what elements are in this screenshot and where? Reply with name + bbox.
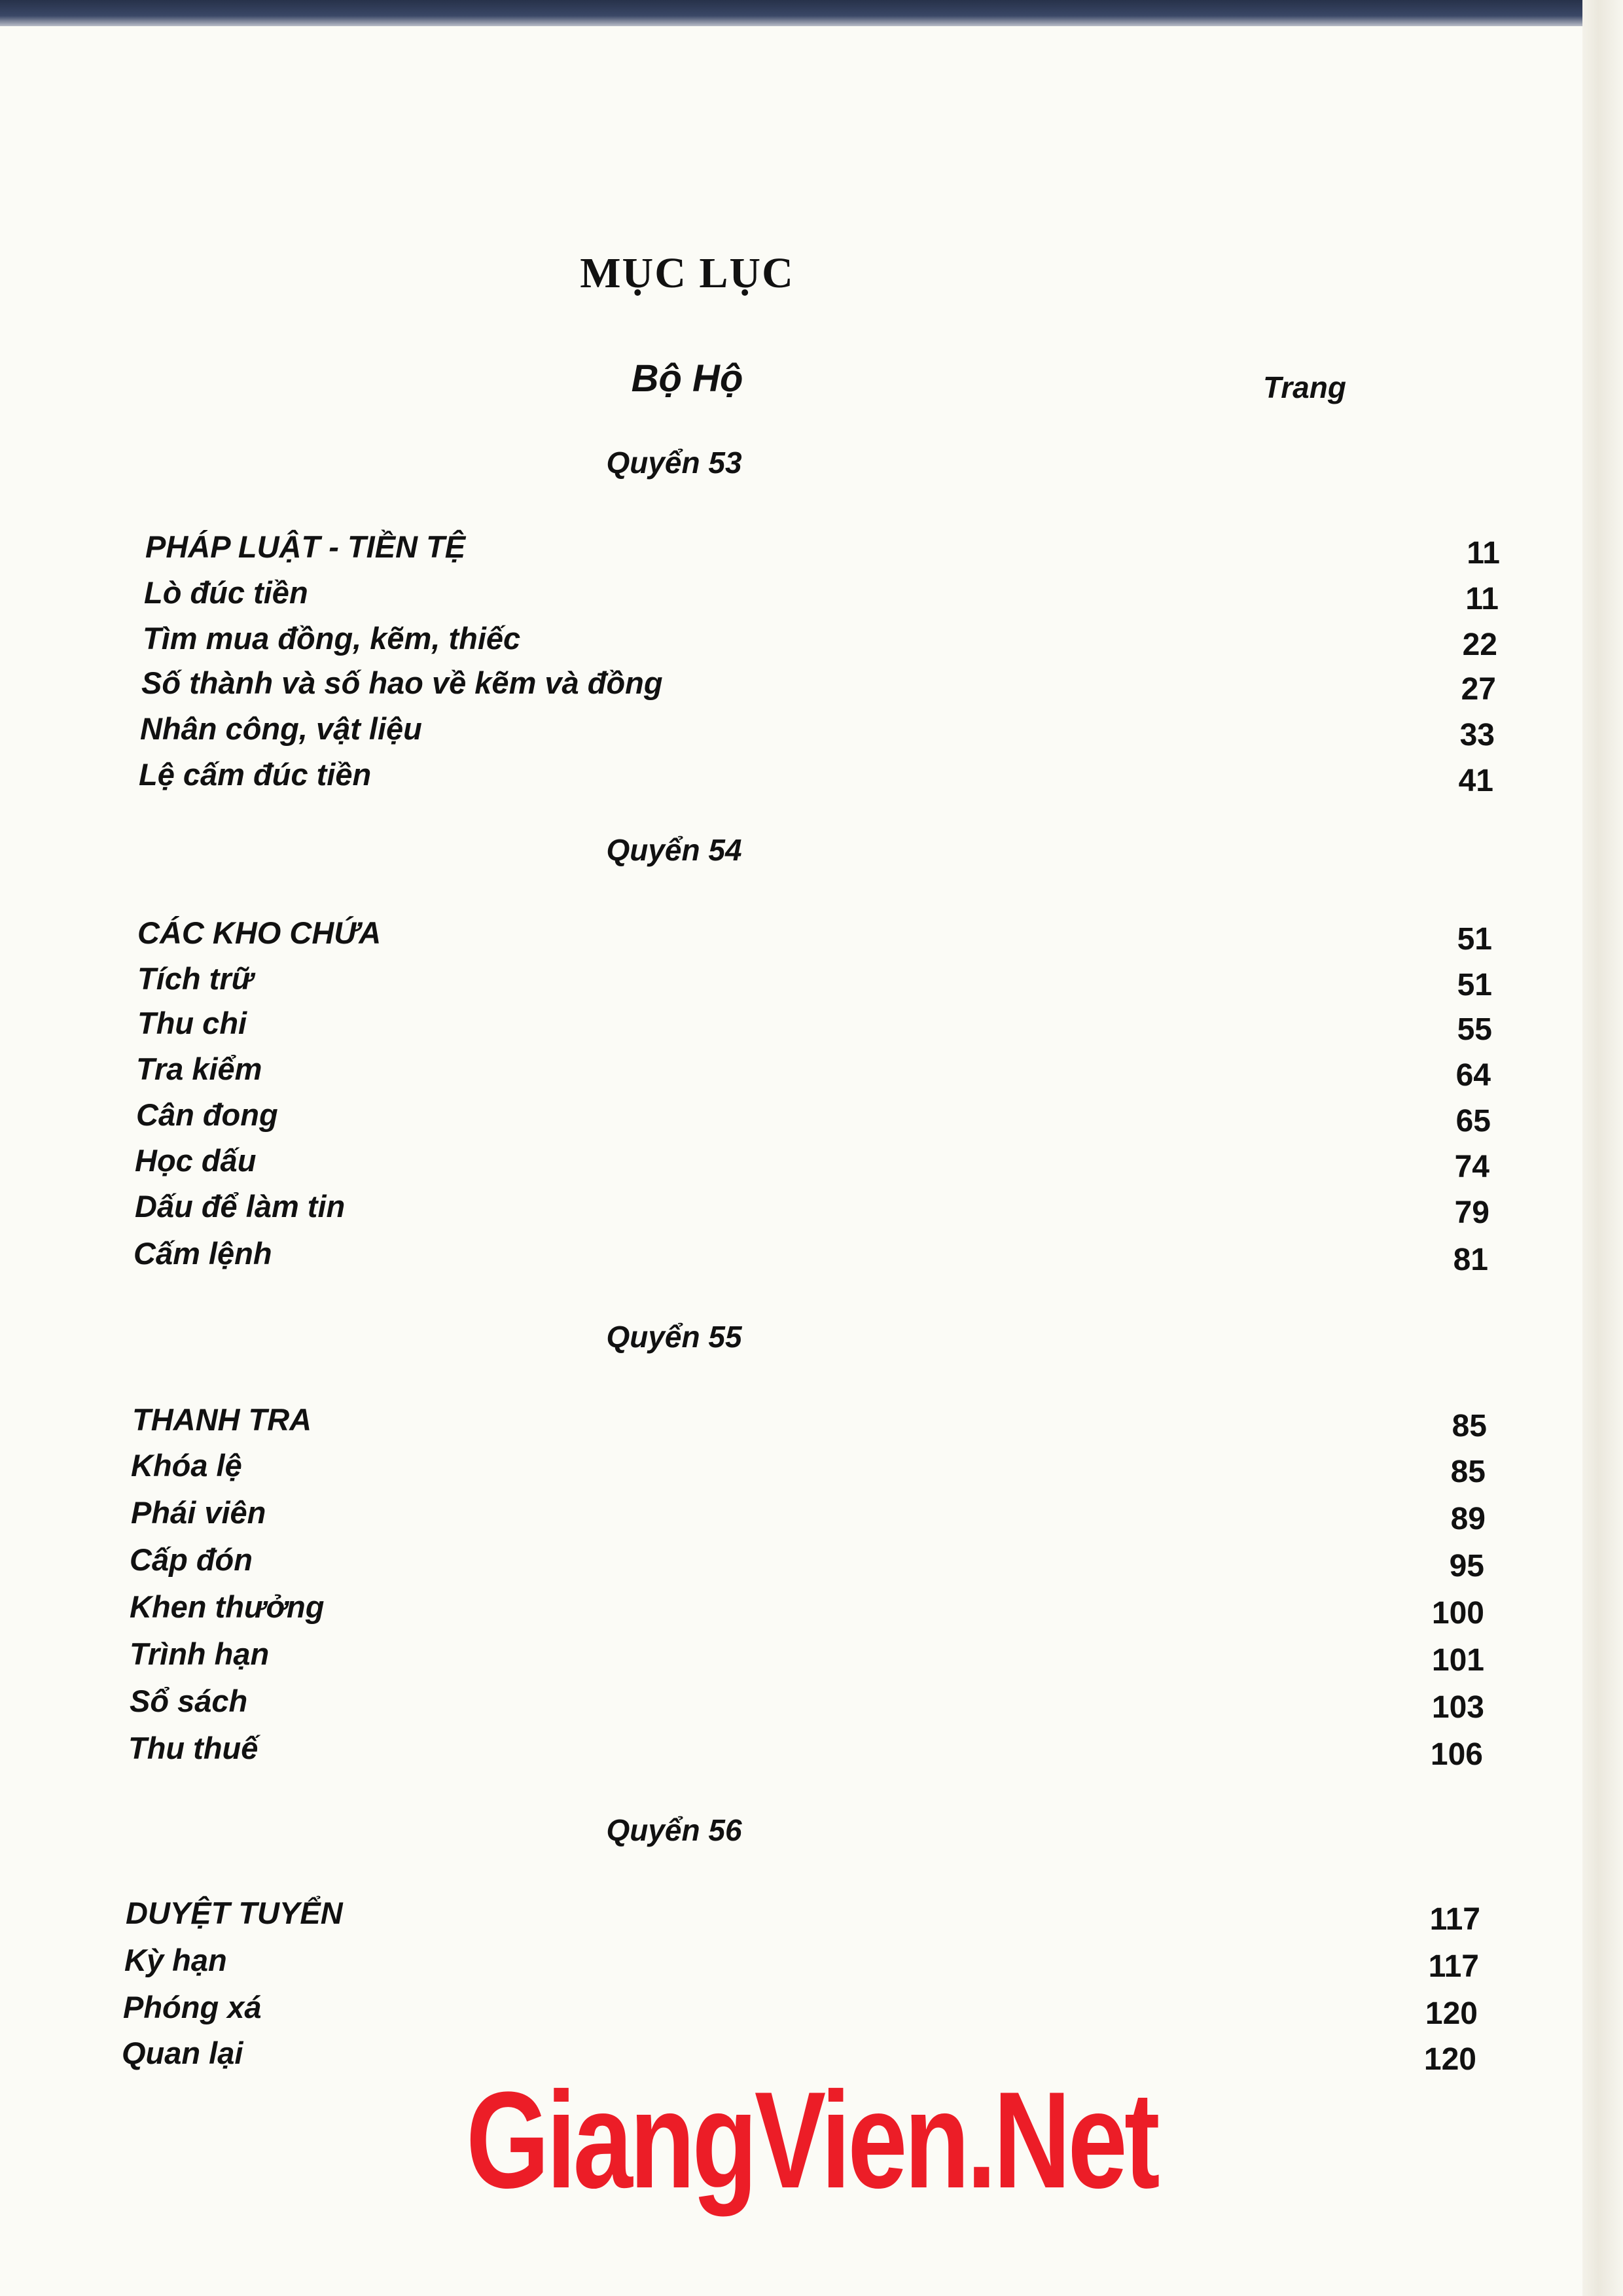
entry-title: Cân đong xyxy=(136,1097,278,1132)
entry-page: 85 xyxy=(1452,1409,1487,1443)
volume-heading: Quyển 55 xyxy=(606,1320,742,1354)
entry-page: 11 xyxy=(1467,536,1500,571)
toc-entry xyxy=(141,665,1496,711)
toc-entry xyxy=(137,961,1492,1006)
entry-title: Số thành và số hao về kẽm và đồng xyxy=(141,665,663,700)
entry-page: 33 xyxy=(1459,718,1495,752)
entry-page: 81 xyxy=(1453,1243,1488,1277)
toc-entry xyxy=(134,1235,1488,1281)
toc-entry xyxy=(137,1005,1492,1051)
entry-title: PHÁP LUẬT - TIỀN TỆ xyxy=(145,529,466,564)
toc-entry xyxy=(140,711,1495,756)
entry-page: 74 xyxy=(1454,1150,1489,1184)
entry-title: Kỳ hạn xyxy=(124,1943,227,1977)
entry-title: Khóa lệ xyxy=(131,1448,242,1483)
toc-entry xyxy=(126,1895,1480,1941)
entry-title: Cấm lệnh xyxy=(134,1236,272,1271)
volume-heading: Quyển 54 xyxy=(606,833,742,867)
entry-title: Sổ sách xyxy=(130,1684,248,1718)
toc-entry xyxy=(136,1097,1491,1142)
entry-title: Phóng xá xyxy=(123,1990,262,2024)
entry-title: Cấp đón xyxy=(130,1542,253,1577)
watermark-text: GiangVien.Net xyxy=(466,2063,1157,2217)
entry-title: Trình hạn xyxy=(130,1636,270,1671)
page-column-header: Trang xyxy=(1263,370,1346,404)
entry-page: 11 xyxy=(1465,582,1499,616)
entry-title: CÁC KHO CHỨA xyxy=(137,915,382,950)
toc-entry xyxy=(123,1989,1478,2035)
entry-page: 95 xyxy=(1449,1549,1484,1583)
toc-entry xyxy=(128,1730,1483,1776)
entry-title: Lệ cấm đúc tiền xyxy=(139,757,372,792)
toc-entry xyxy=(130,1683,1484,1729)
toc-entry xyxy=(131,1494,1486,1540)
entry-page: 85 xyxy=(1450,1455,1486,1489)
toc-entry xyxy=(124,1942,1479,1988)
entry-title: Tích trữ xyxy=(137,961,254,996)
entry-page: 79 xyxy=(1454,1195,1489,1230)
entry-title: Quan lại xyxy=(122,2036,243,2070)
entry-page: 100 xyxy=(1431,1596,1484,1631)
entry-title: Tìm mua đồng, kẽm, thiếc xyxy=(143,621,521,656)
entry-title: Thu chi xyxy=(137,1006,247,1040)
toc-entry xyxy=(137,915,1492,961)
entry-page: 106 xyxy=(1430,1737,1483,1772)
scan-right-edge xyxy=(1582,0,1623,2296)
entry-page: 65 xyxy=(1455,1104,1491,1139)
entry-title: DUYỆT TUYỂN xyxy=(126,1896,343,1930)
entry-page: 64 xyxy=(1455,1058,1491,1093)
entry-page: 55 xyxy=(1457,1012,1492,1047)
volume-heading: Quyển 53 xyxy=(606,446,742,480)
entry-title: Nhân công, vật liệu xyxy=(140,711,422,746)
entry-page: 117 xyxy=(1429,1902,1480,1937)
page-title: MỤC LỤC xyxy=(580,249,794,297)
toc-entry xyxy=(143,620,1497,666)
entry-page: 89 xyxy=(1450,1502,1486,1536)
toc-entry xyxy=(130,1636,1484,1682)
toc-entry xyxy=(132,1402,1487,1447)
volume-heading: Quyển 56 xyxy=(606,1813,742,1847)
toc-entry xyxy=(139,756,1493,802)
section-subtitle: Bộ Hộ xyxy=(631,357,743,400)
entry-title: Học dấu xyxy=(135,1143,257,1178)
entry-title: Lò đúc tiền xyxy=(144,575,308,610)
entry-title: Phái viên xyxy=(131,1495,266,1530)
toc-entry xyxy=(136,1051,1491,1097)
entry-page: 22 xyxy=(1462,627,1497,662)
entry-page: 51 xyxy=(1457,922,1492,957)
entry-title: Thu thuế xyxy=(128,1731,259,1765)
entry-page: 103 xyxy=(1431,1690,1484,1725)
entry-page: 117 xyxy=(1428,1949,1479,1984)
toc-entry xyxy=(135,1142,1489,1188)
entry-title: Khen thưởng xyxy=(130,1589,325,1624)
toc-entry xyxy=(130,1589,1484,1634)
entry-page: 27 xyxy=(1461,672,1496,707)
entry-page: 120 xyxy=(1423,2042,1476,2077)
toc-entry xyxy=(144,574,1499,620)
entry-page: 101 xyxy=(1431,1643,1484,1678)
toc-entry xyxy=(135,1188,1489,1234)
entry-title: THANH TRA xyxy=(132,1402,312,1437)
entry-page: 41 xyxy=(1458,764,1493,798)
entry-page: 51 xyxy=(1457,968,1492,1002)
toc-entry xyxy=(131,1447,1486,1493)
entry-page: 120 xyxy=(1425,1996,1478,2031)
scan-top-edge xyxy=(0,0,1623,26)
toc-entry xyxy=(145,529,1500,574)
entry-title: Tra kiểm xyxy=(136,1051,262,1086)
toc-entry xyxy=(130,1542,1484,1587)
entry-title: Dấu để làm tin xyxy=(135,1189,346,1224)
